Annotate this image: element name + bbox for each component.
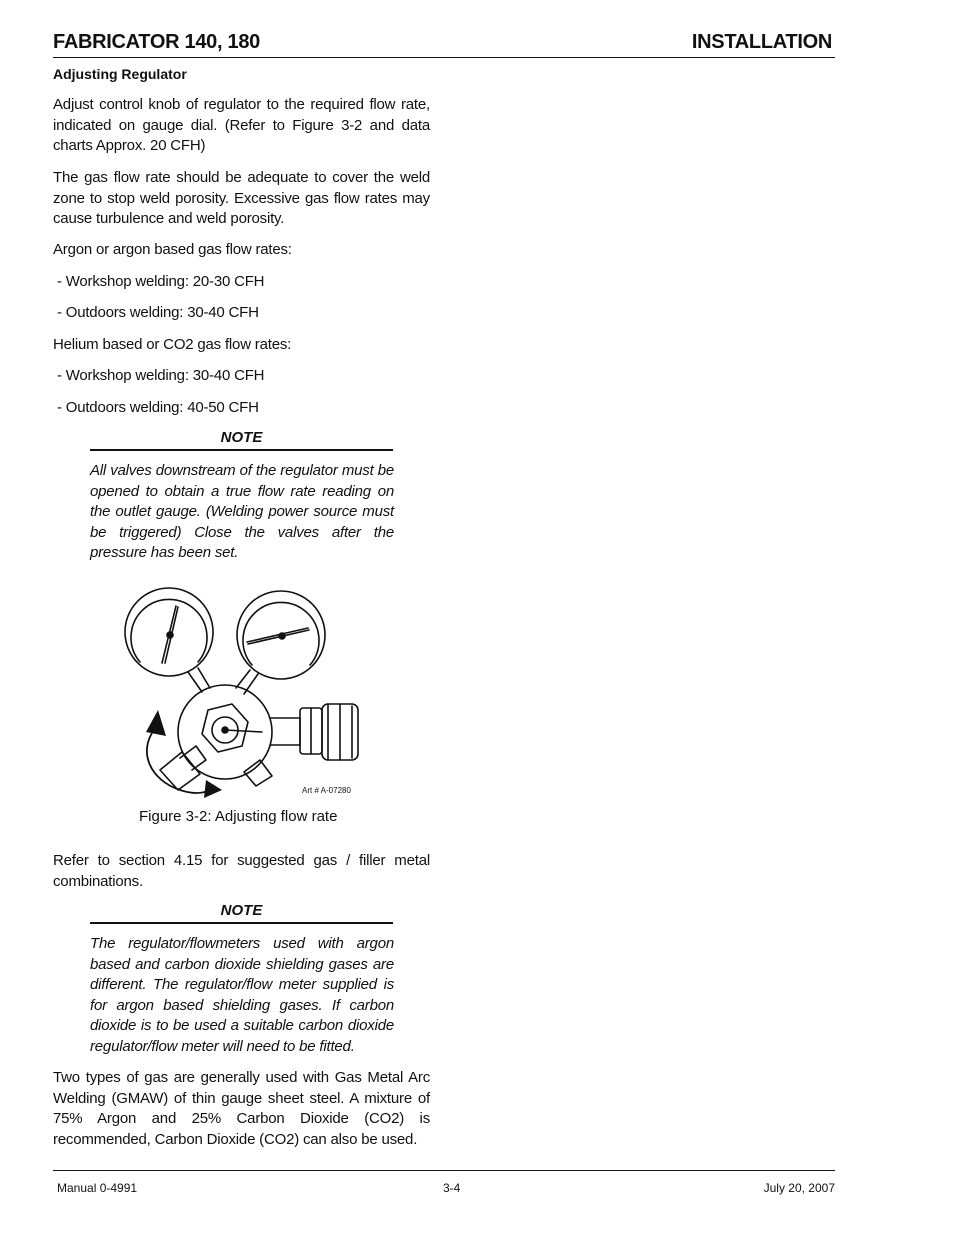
note-rule	[90, 449, 393, 451]
note-rule-2	[90, 922, 393, 924]
figure-caption: Figure 3-2: Adjusting flow rate	[139, 808, 338, 825]
helium-workshop-item: - Workshop welding: 30-40 CFH	[53, 367, 265, 384]
outlet-gauge	[237, 591, 325, 679]
note-label: NOTE	[220, 429, 263, 446]
argon-outdoors-item: - Outdoors welding: 30-40 CFH	[53, 304, 259, 321]
argon-workshop-item: - Workshop welding: 20-30 CFH	[53, 273, 265, 290]
paragraph-adjust-knob: Adjust control knob of regulator to the required flow rate, indicated on gauge dial. (Refer to Figure 3-2 and data charts Approx. 20 CFH)	[53, 96, 430, 154]
header-section-title: INSTALLATION	[691, 31, 832, 53]
footer-page-number: 3-4	[443, 1181, 461, 1195]
helium-outdoors-item: - Outdoors welding: 40-50 CFH	[53, 399, 259, 416]
paragraph-flow-rate: The gas flow rate should be adequate to cover the weld zone to stop weld porosity. Excessive gas flow rates may cause turbulence and weld porosity.	[53, 169, 430, 227]
paragraph-refer-section: Refer to section 4.15 for suggested gas / filler metal combinations.	[53, 852, 430, 890]
header-product-title: FABRICATOR 140, 180	[53, 31, 260, 53]
footer-rule	[53, 1170, 835, 1171]
helium-heading: Helium based or CO2 gas flow rates:	[53, 336, 292, 353]
note-text: All valves downstream of the regulator must be opened to obtain a true flow rate reading on the outlet gauge. (Welding power source must be triggered) Close the valves after the pressure has been set.	[90, 462, 394, 561]
section-heading: Adjusting Regulator	[53, 66, 187, 82]
note-label-2: NOTE	[220, 902, 263, 919]
footer-date: July 20, 2007	[763, 1181, 835, 1195]
figure-art-number: Art # A-07280	[302, 786, 351, 795]
header-rule	[53, 57, 835, 58]
note-text-2: The regulator/flowmeters used with argon based and carbon dioxide shielding gases are different. The regulator/flow meter supplied is for argon based shielding gases. If carbon dioxide is to be used a suitable carbon dioxide regulator/flow meter will need to be fitted.	[90, 935, 394, 1055]
footer-manual-number: Manual 0-4991	[57, 1181, 138, 1195]
argon-heading: Argon or argon based gas flow rates:	[53, 241, 292, 258]
inlet-gauge	[125, 588, 213, 676]
regulator-illustration	[110, 580, 370, 800]
outlet-fitting	[270, 704, 358, 760]
paragraph-gas-types: Two types of gas are generally used with Gas Metal Arc Welding (GMAW) of thin gauge sheet steel. A mixture of 75% Argon and 25% Carbon Dioxide (CO2) is recommended, Carbon Dioxide (CO2) can also be used.	[53, 1069, 430, 1148]
